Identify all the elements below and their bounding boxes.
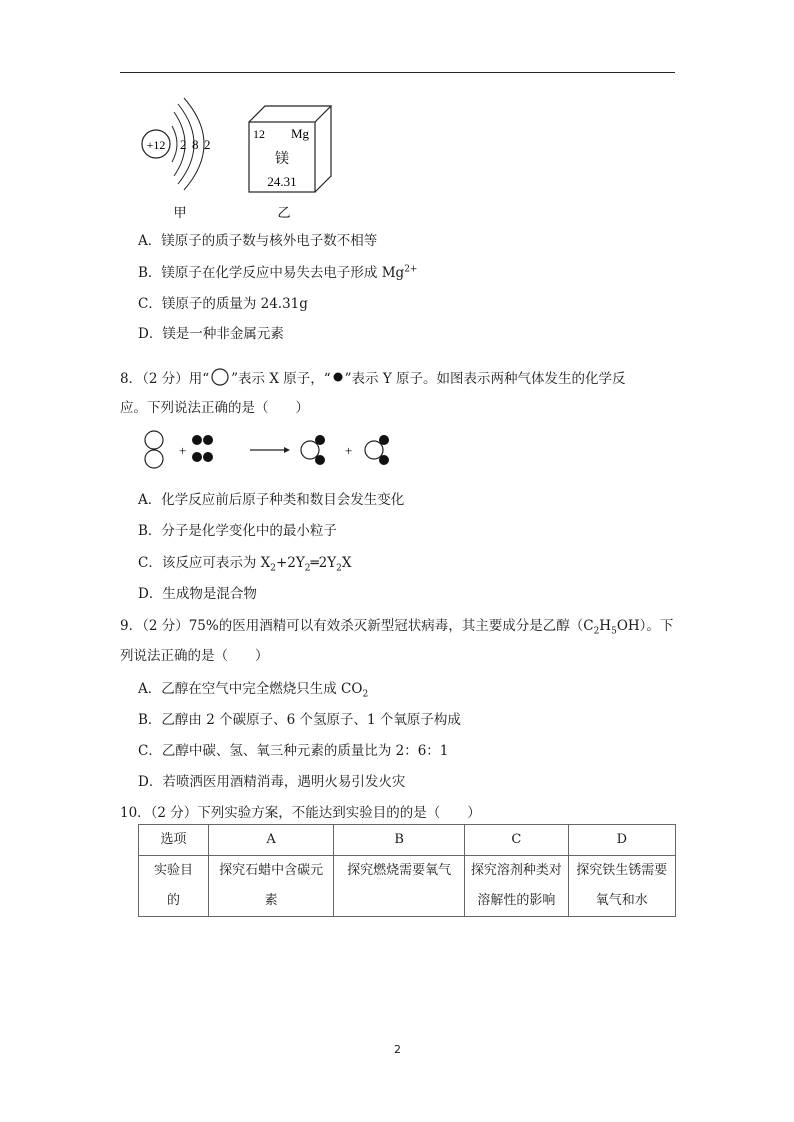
q9-option-c: C．乙醇中碳、氢、氧三种元素的质量比为 2：6：1 <box>138 743 449 759</box>
q7-option-c: C．镁原子的质量为 24.31g <box>138 296 308 312</box>
shell-2-count: 8 <box>192 137 199 152</box>
nucleus-label: +12 <box>146 138 166 152</box>
table-cell: 探究石蜡中含碳元 素 <box>209 856 334 917</box>
reaction-diagram <box>138 428 408 474</box>
atomic-mass: 24.31 <box>267 174 297 189</box>
table-header-cell: 选项 <box>139 825 209 856</box>
q7-option-a: A．镁原子的质子数与核外电子数不相等 <box>138 233 378 249</box>
q8-option-a: A．化学反应前后原子种类和数目会发生变化 <box>138 492 405 508</box>
table-row <box>139 856 676 917</box>
table-cell: 探究铁生锈需要 氧气和水 <box>568 856 675 917</box>
shell-arc-1 <box>172 126 177 162</box>
shell-3-count: 2 <box>204 137 211 152</box>
q8-option-d: D．生成物是混合物 <box>138 586 257 602</box>
q9-stem-line1: 9．（2 分）75%的医用酒精可以有效杀灭新型冠状病毒，其主要成分是乙醇$(C_2H_5OH)$。下 <box>120 618 674 637</box>
experiment-table <box>138 824 676 917</box>
shell-1-count: 2 <box>180 137 187 152</box>
q9-option-d: D．若喷洒医用酒精消毒，遇明火易引发火灾 <box>138 774 406 790</box>
table-cell: 实验目 的 <box>139 856 209 917</box>
q9-stem-line2: 列说法正确的是（ ） <box>120 648 269 664</box>
q7-option-d: D．镁是一种非金属元素 <box>138 326 284 342</box>
q7-option-b: B．镁原子在化学反应中易失去电子形成 $Mg^{2+}$ <box>138 264 418 281</box>
svg-text:+: + <box>345 443 353 458</box>
q9-option-a: A．乙醇在空气中完全燃烧只生成 $CO_2$ <box>138 681 369 700</box>
q10-stem: 10．（2 分）下列实验方案，不能达到实验目的的是（ ） <box>120 805 481 821</box>
table-header-row <box>139 825 676 856</box>
label-yi: 乙 <box>277 206 291 221</box>
header-rule <box>120 72 675 73</box>
table-header-cell: D <box>568 825 675 856</box>
element-name: 镁 <box>275 151 289 167</box>
table-cell: 探究溶剂种类对 溶解性的影响 <box>465 856 568 917</box>
atomic-number: 12 <box>253 127 265 141</box>
table-header-cell: B <box>334 825 465 856</box>
q8-option-b: B．分子是化学变化中的最小粒子 <box>138 523 337 539</box>
magnesium-figure <box>138 92 358 227</box>
x-atom-icon <box>209 368 231 386</box>
svg-text:+: + <box>179 443 187 458</box>
y-atom-icon <box>331 368 345 386</box>
element-symbol: Mg <box>291 126 310 141</box>
q8-option-c: C．该反应可表示为 $X_2+2Y_2═2Y_2X$ <box>138 555 352 574</box>
q9-option-b: B．乙醇由 2 个碳原子、6 个氢原子、1 个氧原子构成 <box>138 712 461 728</box>
table-header-cell: A <box>209 825 334 856</box>
table-header-cell: C <box>465 825 568 856</box>
q8-stem-line1: 8．（2 分）用“ ”表示 X 原子，“ ”表示 Y 原子。如图表示两种气体发生的化学反 <box>120 367 626 387</box>
page-number: 2 <box>394 1043 401 1056</box>
table-cell: 探究燃烧需要氧气 <box>334 856 465 917</box>
q8-stem-line2: 应。下列说法正确的是（ ） <box>120 400 309 416</box>
label-jia: 甲 <box>173 206 187 221</box>
